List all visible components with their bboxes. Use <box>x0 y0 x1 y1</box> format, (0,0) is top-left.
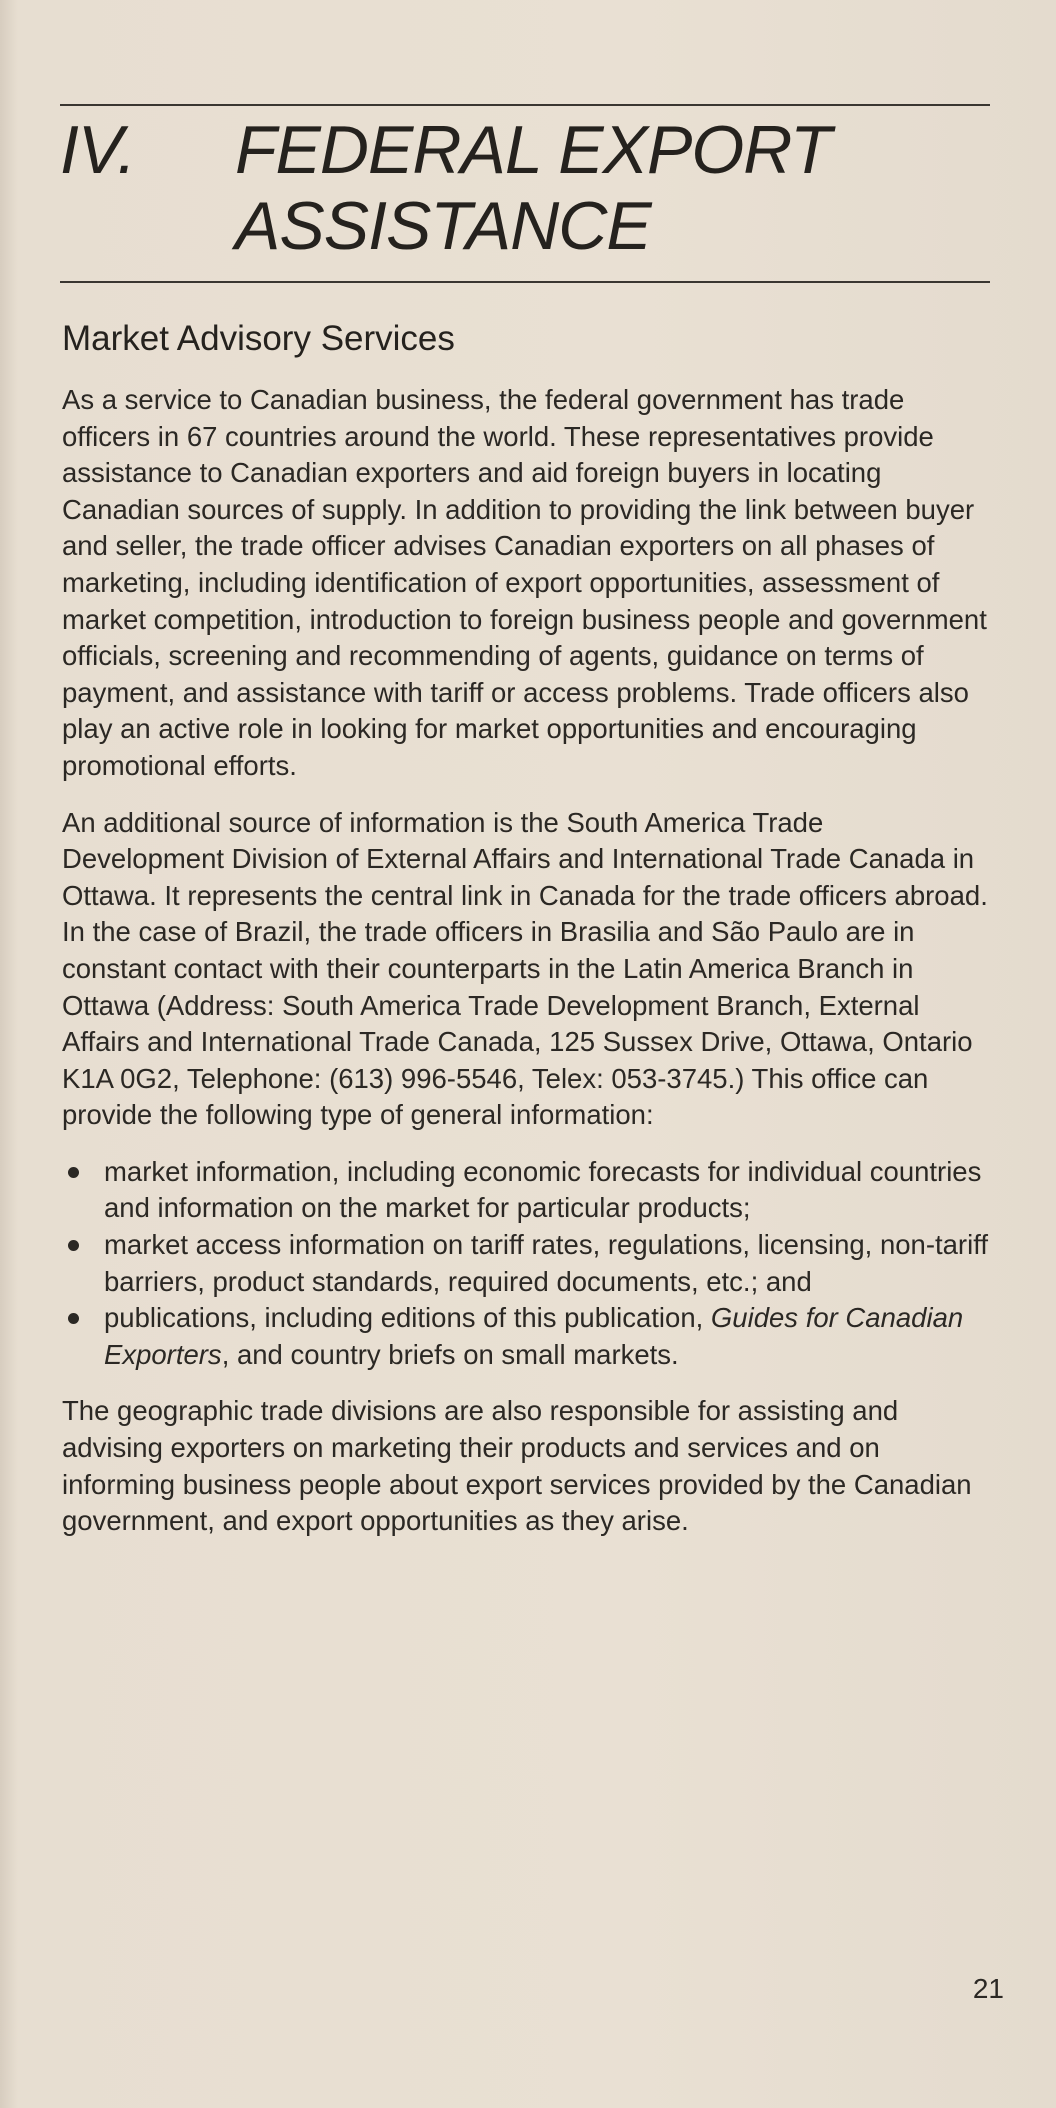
list-item-text: market information, including economic forecasts for individual countries and information on the market for particular products; <box>104 1155 982 1224</box>
list-item <box>62 1154 992 1227</box>
paragraph-geographic-divisions: The geographic trade divisions are also responsible for assisting and advising exporters on marketing their products and services and on informing business people about export services provided by the Canadian government, and export opportunities as they arise. <box>62 1395 972 1537</box>
chapter-number: IV. <box>60 112 136 188</box>
list-item-text <box>104 1302 963 1370</box>
bullet-icon <box>68 1240 79 1251</box>
list-item <box>62 1300 992 1373</box>
bullet-icon <box>68 1313 79 1324</box>
list-item-text-end: , and country briefs on small markets. <box>221 1338 679 1370</box>
body-text <box>62 382 992 1560</box>
list-item-text-start: publications, including editions of this publication, <box>104 1302 711 1334</box>
paragraph-trade-officers: As a service to Canadian business, the federal government has trade officers in 67 countries around the world. These representatives provide assistance to Canadian exporters and aid foreign buyers in locating Canadian sources of supply. In addition to providing the link between buyer and seller, the trade officer advises Canadian exporters on all phases of marketing, including identification of export opportunities, assessment of market competition, introduction to foreign business people and government officials, screening and recommending of agents, guidance on terms of payment, and assistance with tariff or access problems. Trade officers also play an active role in looking for market opportunities and encouraging promotional efforts. <box>62 384 987 781</box>
header-top-rule <box>60 104 990 106</box>
bullet-icon <box>68 1167 79 1178</box>
information-types-list <box>62 1154 992 1374</box>
publication-title: Guides for Canadian Exporters <box>104 1302 964 1370</box>
page-number: 21 <box>972 1973 1004 2004</box>
list-item <box>62 1227 992 1300</box>
paragraph-south-america-division: An additional source of information is the South America Trade Development Division of External Affairs and International Trade Canada in Ottawa. It represents the central link in Canada for the trade officers abroad. In the case of Brazil, the trade officers in Brasilia and São Paulo are in constant contact with their counterparts in the Latin America Branch in Ottawa (Address: South America Trade Development Branch, External Affairs and International Trade Canada, 125 Sussex Drive, Ottawa, Ontario K1A 0G2, Telephone: (613) 996-5546, Telex: 053-3745.) This office can provide the following type of general information: <box>62 806 988 1131</box>
section-heading: Market Advisory Services <box>62 319 455 358</box>
chapter-title: FEDERAL EXPORT ASSISTANCE <box>235 112 831 264</box>
list-item-text: market access information on tariff rates, regulations, licensing, non-tariff barriers, product standards, required documents, etc.; and <box>104 1229 988 1297</box>
header-bottom-rule <box>60 281 990 283</box>
